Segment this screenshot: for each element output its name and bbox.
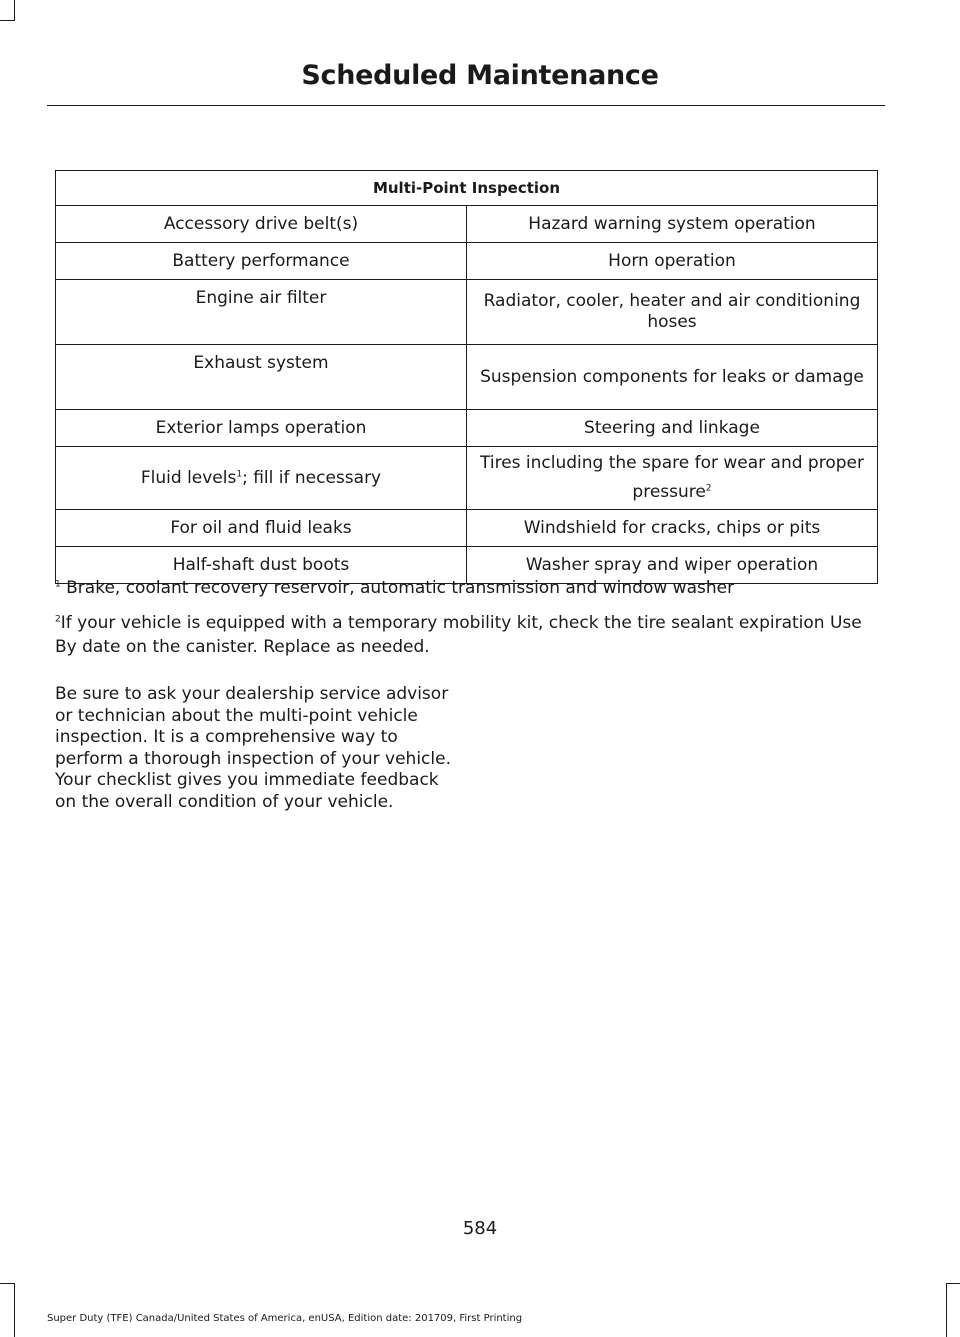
table-cell: Exterior lamps operation bbox=[56, 410, 467, 447]
footnote-1 bbox=[55, 576, 885, 600]
table-row bbox=[56, 206, 878, 243]
footnote-2 bbox=[55, 611, 885, 659]
body-paragraph: Be sure to ask your dealership service advisor or technician about the multi-point vehicle inspection. It is a comprehensive way to perform a thorough inspection of your vehicle. Your checklist gives you immediate feedback on the overall condition of your vehicle. bbox=[55, 684, 451, 812]
cell-text: Fluid levels bbox=[140, 467, 237, 488]
page-number: 584 bbox=[462, 1218, 498, 1239]
edition-line: Super Duty (TFE) Canada/United States of America, enUSA, Edition date: 201709, First Printing bbox=[47, 1313, 523, 1324]
footnote-text: Brake, coolant recovery reservoir, automatic transmission and window washer bbox=[60, 578, 735, 598]
table-header-row bbox=[56, 171, 878, 206]
table-cell bbox=[56, 447, 467, 510]
crop-mark bbox=[0, 20, 15, 21]
title-divider bbox=[47, 105, 885, 106]
footnote-text: If your vehicle is equipped with a temporary mobility kit, check the tire sealant expiration Use By date on the canister. Replace as needed. bbox=[55, 613, 862, 657]
footnote-ref: 1 bbox=[236, 468, 243, 479]
table-heading: Multi-Point Inspection bbox=[56, 171, 878, 206]
crop-mark bbox=[0, 1283, 15, 1284]
table-row bbox=[56, 345, 878, 410]
table-cell: Steering and linkage bbox=[467, 410, 878, 447]
crop-mark bbox=[946, 1283, 947, 1337]
table-cell: Radiator, cooler, heater and air conditioning hoses bbox=[467, 280, 878, 345]
footnote-marker: 2 bbox=[55, 614, 61, 625]
table-cell: For oil and fluid leaks bbox=[56, 510, 467, 547]
table-cell bbox=[467, 447, 878, 510]
inspection-table bbox=[55, 170, 878, 584]
table-cell: Half-shaft dust boots bbox=[56, 547, 467, 584]
table-row bbox=[56, 280, 878, 345]
table-cell: Windshield for cracks, chips or pits bbox=[467, 510, 878, 547]
crop-mark bbox=[946, 1283, 960, 1284]
table-row bbox=[56, 447, 878, 510]
crop-mark bbox=[14, 0, 15, 20]
cell-text: Tires including the spare for wear and proper pressure bbox=[480, 453, 864, 502]
crop-mark bbox=[14, 1283, 15, 1337]
table-cell: Suspension components for leaks or damage bbox=[467, 345, 878, 410]
table-row bbox=[56, 243, 878, 280]
table-cell: Engine air filter bbox=[56, 280, 467, 345]
table-row bbox=[56, 410, 878, 447]
table-cell: Hazard warning system operation bbox=[467, 206, 878, 243]
page-title: Scheduled Maintenance bbox=[301, 60, 659, 91]
cell-text: ; fill if necessary bbox=[242, 467, 382, 488]
footnote-ref: 2 bbox=[705, 483, 712, 494]
table-cell: Washer spray and wiper operation bbox=[467, 547, 878, 584]
footnote-marker: 1 bbox=[55, 579, 61, 590]
table-cell: Battery performance bbox=[56, 243, 467, 280]
table-row bbox=[56, 510, 878, 547]
table-cell: Horn operation bbox=[467, 243, 878, 280]
table-cell: Exhaust system bbox=[56, 345, 467, 410]
table-cell: Accessory drive belt(s) bbox=[56, 206, 467, 243]
